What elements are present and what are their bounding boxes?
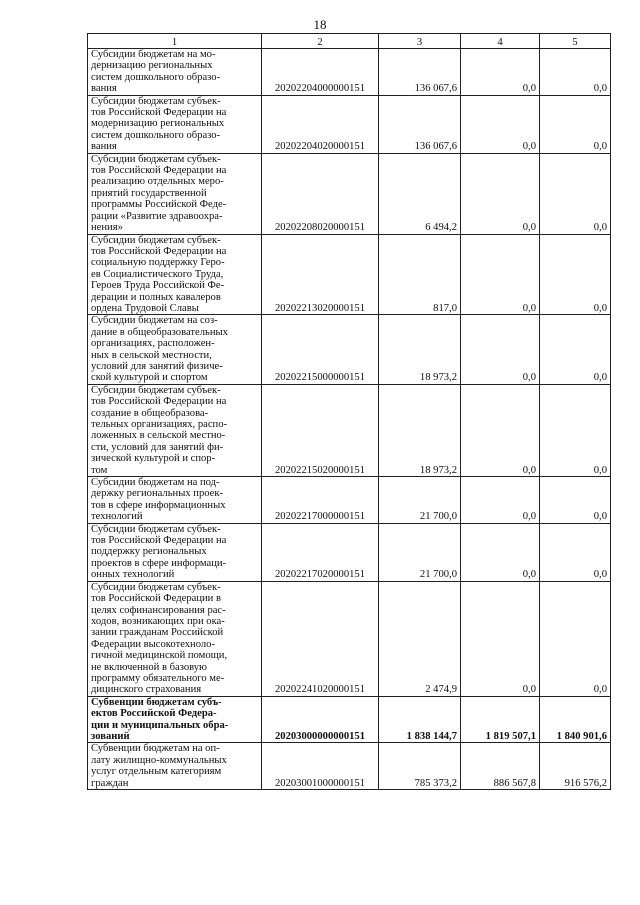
row-name-line: тов Российской Федерации на [91, 107, 227, 119]
row-name-line: граждан [91, 777, 129, 789]
row-name-line: Субвенции бюджетам на оп- [91, 743, 220, 755]
row-name-line: условий для занятий физиче- [91, 360, 223, 372]
row-name-line: ордена Трудовой Славы [91, 302, 199, 314]
row-name-line: зической культурой и спор- [91, 453, 216, 465]
table-row [88, 523, 611, 581]
row-value-3: 817,0 [379, 234, 461, 315]
table-body [88, 49, 611, 790]
row-value-3: 18 973,2 [379, 384, 461, 476]
row-name-line: лату жилищно-коммунальных [91, 754, 227, 766]
row-name [88, 696, 262, 743]
header-col-1: 1 [88, 34, 262, 49]
row-name-line: ектов Российской Федера- [91, 708, 217, 720]
row-name-line: тов в сфере информационных [91, 499, 226, 511]
row-name-line: ходов, возникающих при ока- [91, 615, 225, 627]
row-name-line: держку региональных проек- [91, 488, 224, 500]
row-name-line: вания [91, 141, 117, 153]
row-name-line: Субсидии бюджетам субъек- [91, 384, 221, 396]
row-value-4: 0,0 [461, 95, 540, 153]
header-row [88, 34, 611, 49]
row-name-line: том [91, 464, 108, 476]
row-name-line: Субсидии бюджетам на под- [91, 477, 220, 489]
row-value-3: 136 067,6 [379, 95, 461, 153]
table-row [88, 477, 611, 524]
row-name [88, 523, 262, 581]
row-name-line: сти, условий для занятий фи- [91, 441, 224, 453]
row-name [88, 384, 262, 476]
header-col-4: 4 [461, 34, 540, 49]
row-value-5: 0,0 [540, 384, 611, 476]
row-name-line: ложенных в сельской местно- [91, 430, 226, 442]
row-value-4: 0,0 [461, 384, 540, 476]
row-name-line: программу обязательного ме- [91, 672, 225, 684]
row-value-5: 0,0 [540, 581, 611, 696]
row-name-line: модернизацию региональных [91, 118, 225, 130]
row-name [88, 581, 262, 696]
row-value-3: 785 373,2 [379, 743, 461, 790]
row-value-3: 21 700,0 [379, 523, 461, 581]
row-value-3: 6 494,2 [379, 153, 461, 234]
header-col-3: 3 [379, 34, 461, 49]
row-name-line: Субсидии бюджетам субъек- [91, 234, 221, 246]
row-value-3: 21 700,0 [379, 477, 461, 524]
row-value-4: 0,0 [461, 49, 540, 96]
row-name [88, 477, 262, 524]
row-name [88, 95, 262, 153]
row-value-4: 0,0 [461, 153, 540, 234]
row-value-5: 0,0 [540, 95, 611, 153]
table-row [88, 581, 611, 696]
row-value-5: 0,0 [540, 49, 611, 96]
row-name-line: дернизацию региональных [91, 60, 213, 72]
row-name-line: создание в общеобразова- [91, 407, 209, 419]
table-row [88, 743, 611, 790]
row-name-line: ской культурой и спортом [91, 372, 208, 384]
row-name-line: поддержку региональных [91, 546, 207, 558]
row-name-line: технологий [91, 511, 143, 523]
header-col-2: 2 [262, 34, 379, 49]
row-name-line: Субсидии бюджетам субъек- [91, 523, 221, 535]
row-name-line: тельных организациях, распо- [91, 419, 228, 430]
row-name-line: тов Российской Федерации в [91, 593, 221, 605]
row-name-line: реализацию отдельных меро- [91, 176, 224, 188]
row-name-line: услуг отдельным категориям [91, 766, 222, 778]
row-name [88, 743, 262, 790]
row-name-line: не включенной в базовую [91, 661, 207, 673]
row-name-line: нения» [91, 222, 123, 234]
row-code: 20202213020000151 [262, 234, 379, 315]
row-name-line: Субсидии бюджетам субъек- [91, 95, 221, 107]
row-value-4: 0,0 [461, 234, 540, 315]
row-code: 20203000000000151 [262, 696, 379, 743]
row-value-4: 0,0 [461, 477, 540, 524]
row-value-5: 0,0 [540, 153, 611, 234]
row-value-4: 0,0 [461, 315, 540, 384]
row-name-line: Субсидии бюджетам на мо- [91, 49, 216, 60]
row-value-4: 0,0 [461, 581, 540, 696]
row-name-line: ев Социалистического Труда, [91, 268, 224, 280]
row-code: 20202241020000151 [262, 581, 379, 696]
row-value-3: 18 973,2 [379, 315, 461, 384]
row-name-line: тов Российской Федерации на [91, 396, 227, 408]
row-name [88, 153, 262, 234]
row-code: 20202208020000151 [262, 153, 379, 234]
row-name-line: зований [91, 730, 130, 742]
table-row [88, 95, 611, 153]
row-code: 20202215000000151 [262, 315, 379, 384]
table-row [88, 696, 611, 743]
table-row [88, 315, 611, 384]
row-name-line: зании гражданам Российской [91, 627, 224, 639]
row-name-line: программы Российской Феде- [91, 199, 227, 211]
row-code: 20203001000000151 [262, 743, 379, 790]
row-name-line: рации «Развитие здравоохра- [91, 210, 223, 222]
row-value-5: 916 576,2 [540, 743, 611, 790]
row-name-line: Субсидии бюджетам на соз- [91, 315, 218, 327]
row-name-line: целях софинансирования рас- [91, 604, 226, 616]
row-name-line: ных в сельской местности, [91, 349, 212, 361]
header-col-5: 5 [540, 34, 611, 49]
row-code: 20202217020000151 [262, 523, 379, 581]
row-value-4: 1 819 507,1 [461, 696, 540, 743]
row-value-5: 0,0 [540, 315, 611, 384]
row-value-4: 886 567,8 [461, 743, 540, 790]
row-name-line: дерации и полных кавалеров [91, 291, 221, 303]
row-value-5: 1 840 901,6 [540, 696, 611, 743]
row-name-line: социальную поддержку Геро- [91, 257, 225, 269]
row-name-line: гичной медицинской помощи, [91, 650, 228, 662]
row-value-4: 0,0 [461, 523, 540, 581]
row-code: 20202204000000151 [262, 49, 379, 96]
row-name-line: тов Российской Федерации на [91, 165, 227, 177]
row-name [88, 234, 262, 315]
table-row [88, 49, 611, 96]
row-name-line: систем дошкольного образо- [91, 71, 221, 83]
row-name-line: систем дошкольного образо- [91, 129, 221, 141]
row-value-5: 0,0 [540, 234, 611, 315]
row-name-line: Героев Труда Российской Фе- [91, 280, 225, 292]
row-value-3: 136 067,6 [379, 49, 461, 96]
page-number: 18 [313, 17, 327, 32]
row-name-line: тов Российской Федерации на [91, 535, 227, 547]
row-code: 20202204020000151 [262, 95, 379, 153]
table-row [88, 153, 611, 234]
row-name-line: онных технологий [91, 569, 175, 581]
budget-table [87, 33, 611, 790]
row-name-line: Субсидии бюджетам субъек- [91, 153, 221, 165]
row-name-line: организациях, расположен- [91, 338, 215, 350]
row-name-line: тов Российской Федерации на [91, 245, 227, 257]
row-name-line: Федерации высокотехноло- [91, 638, 215, 650]
row-code: 20202217000000151 [262, 477, 379, 524]
row-name-line: приятий государственной [91, 187, 207, 199]
row-value-5: 0,0 [540, 477, 611, 524]
row-name-line: дание в общеобразовательных [91, 326, 228, 338]
table-row [88, 234, 611, 315]
row-value-5: 0,0 [540, 523, 611, 581]
row-name-line: Субвенции бюджетам субъ- [91, 696, 222, 708]
table-row [88, 384, 611, 476]
row-name-line: ции и муниципальных обра- [91, 719, 229, 731]
row-code: 20202215020000151 [262, 384, 379, 476]
row-name-line: вания [91, 83, 117, 95]
row-name-line: проектов в сфере информаци- [91, 557, 227, 569]
row-value-3: 1 838 144,7 [379, 696, 461, 743]
row-name [88, 49, 262, 96]
row-name-line: дицинского страхования [91, 684, 202, 696]
row-name [88, 315, 262, 384]
row-name-line: Субсидии бюджетам субъек- [91, 581, 221, 593]
row-value-3: 2 474,9 [379, 581, 461, 696]
